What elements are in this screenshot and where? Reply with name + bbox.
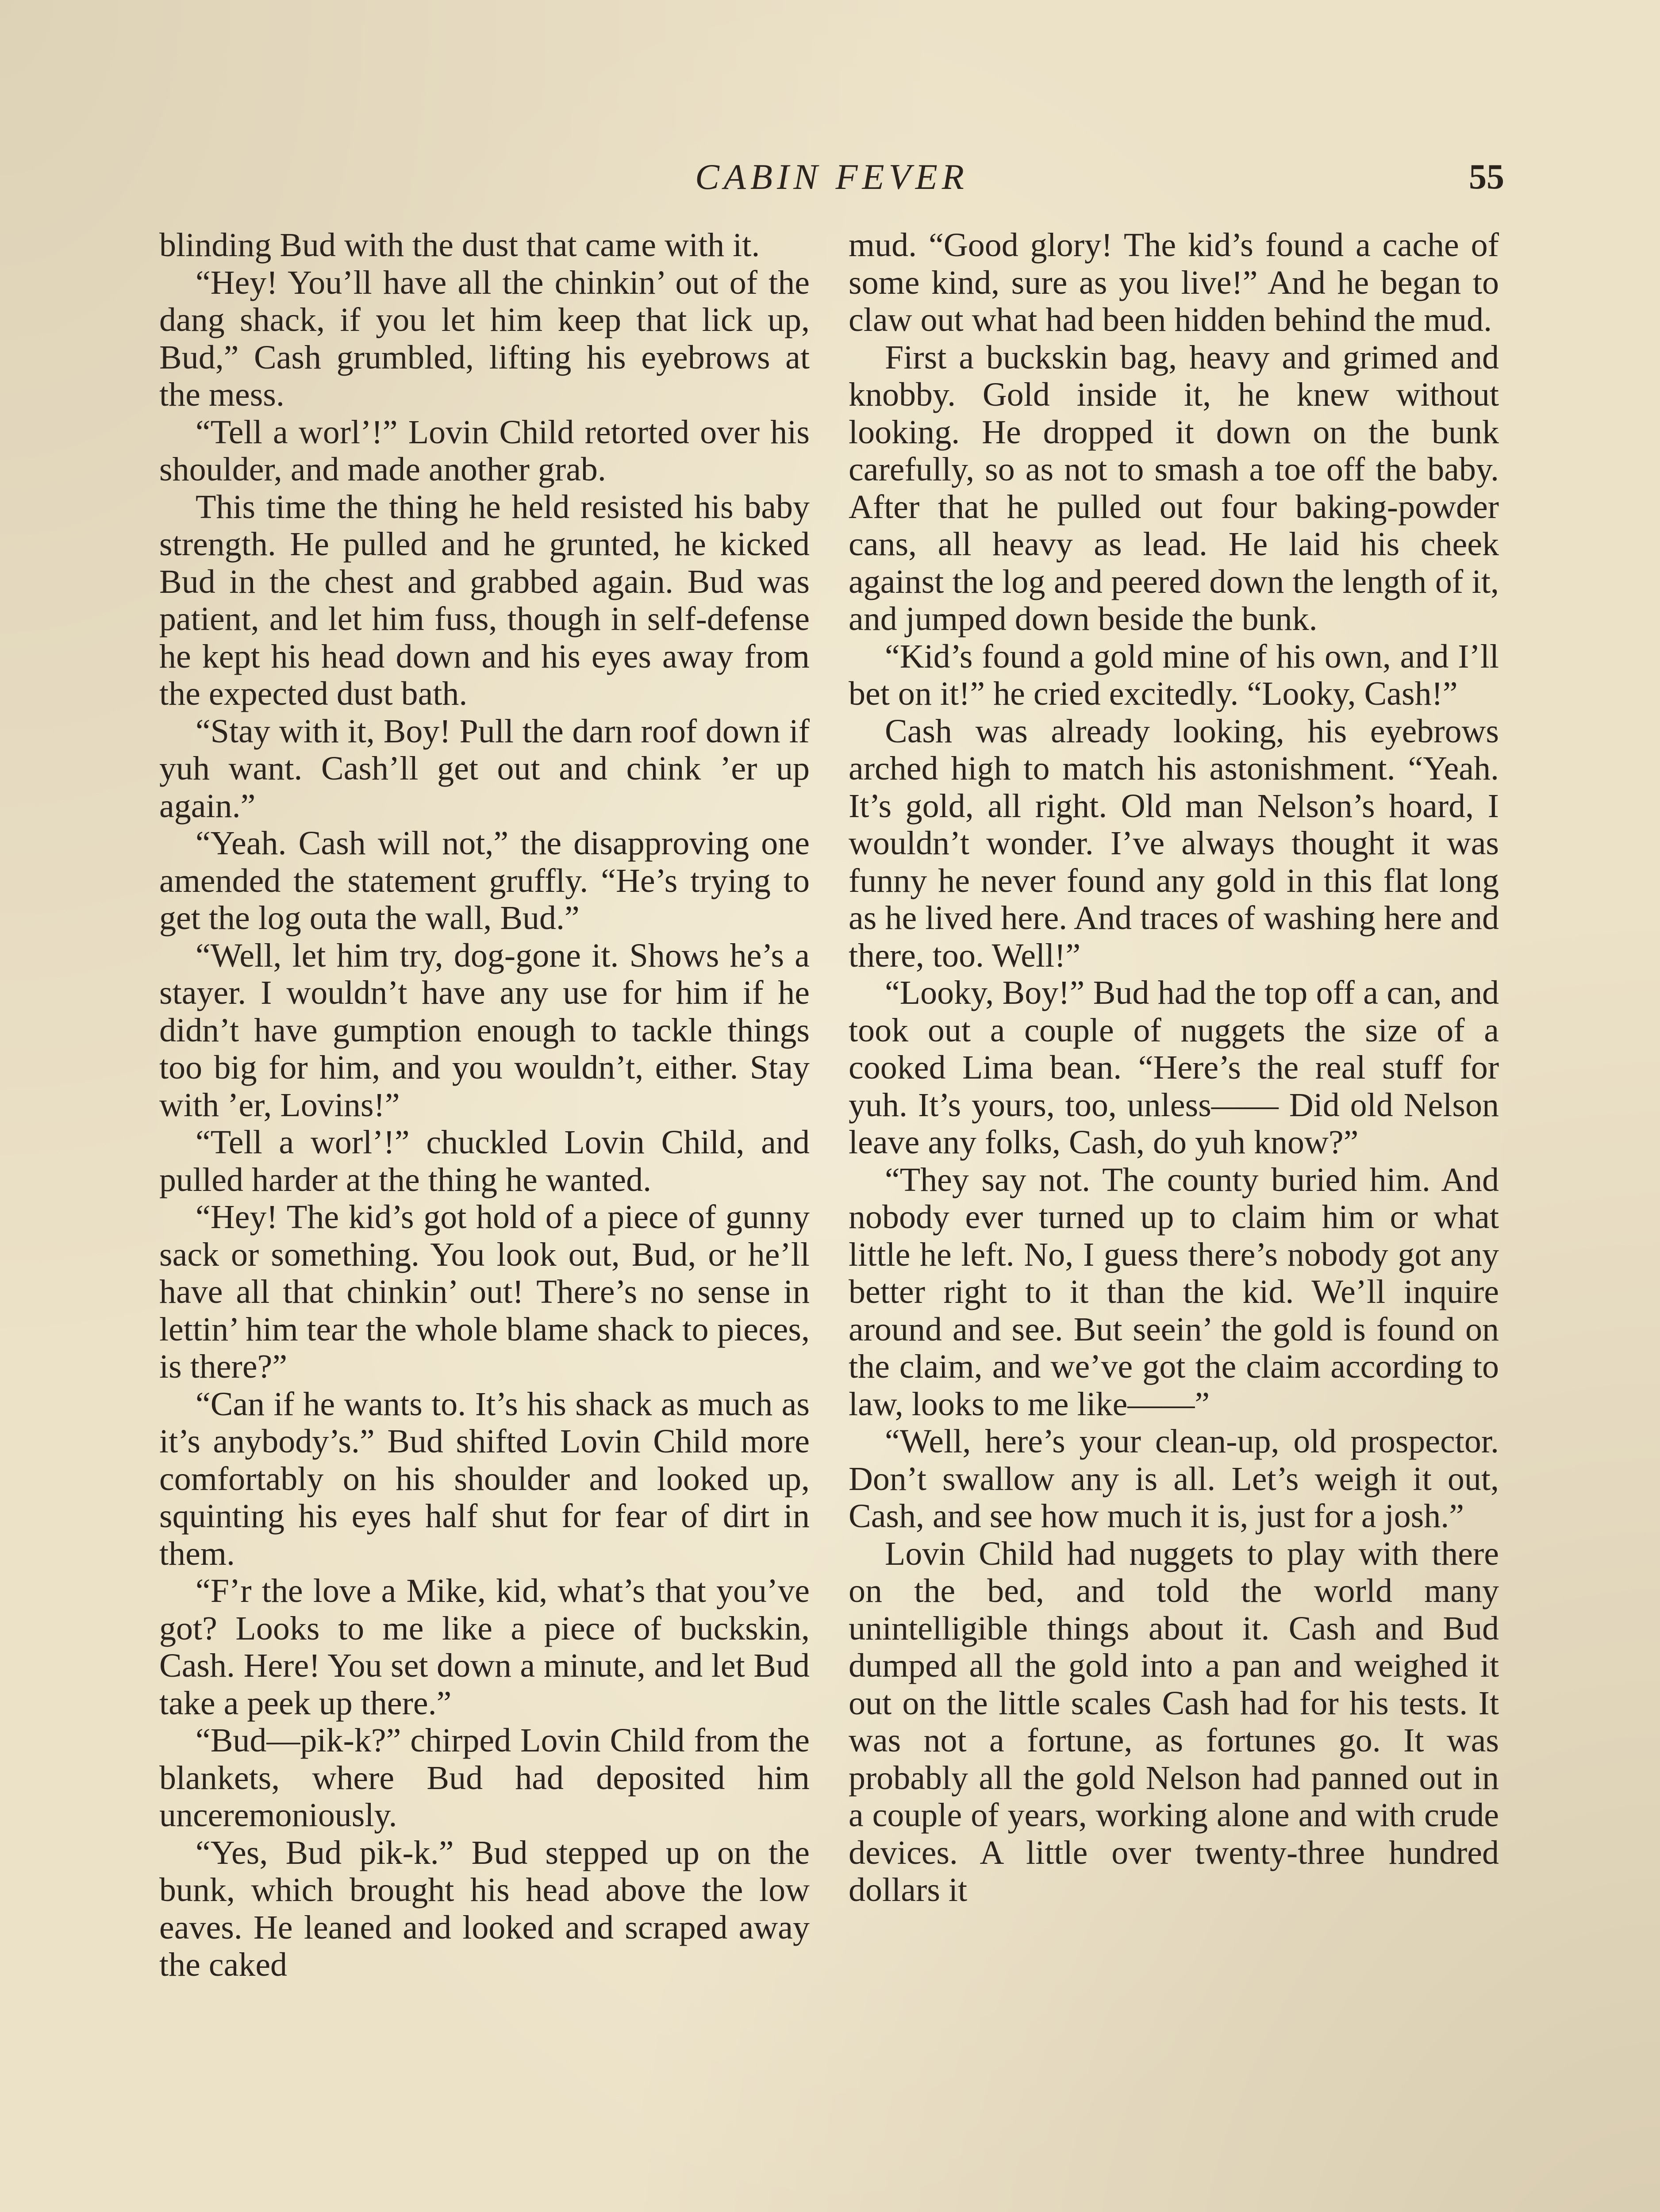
paragraph: “Yeah. Cash will not,” the disapproving one amended the statement gruffly. “He’s trying to get the log outa the wall, Bud.” (159, 825, 810, 937)
paragraph: “Yes, Bud pik-k.” Bud stepped up on the bunk, which brought his head above the low eaves. He leaned and looked and scraped away the caked (159, 1834, 810, 1983)
page-number: 55 (1469, 157, 1504, 196)
paragraph: “Kid’s found a gold mine of his own, and I’ll bet on it!” he cried excitedly. “Looky, Cash!” (849, 637, 1499, 712)
running-title: CABIN FEVER (695, 157, 968, 197)
paragraph: First a buckskin bag, heavy and grimed and knobby. Gold inside it, he knew without looking. He dropped it down on the bunk carefully, so as not to smash a toe off the baby. After that he pulled out four baking-powder cans, all heavy as lead. He laid his cheek against the log and peered down the length of it, and jumped down beside the bunk. (849, 338, 1499, 637)
paragraph: “F’r the love a Mike, kid, what’s that you’ve got? Looks to me like a piece of buckskin, Cash. Here! You set down a minute, and let Bud take a peek up there.” (159, 1572, 810, 1722)
paragraph: Cash was already looking, his eyebrows arched high to match his astonishment. “Yeah. It’s gold, all right. Old man Nelson’s hoard, I wouldn’t wonder. I’ve always thought it was funny he never found any gold in this flat long as he lived here. And traces of washing here and there, too. Well!” (849, 712, 1499, 974)
paragraph: This time the thing he held resisted his baby strength. He pulled and he grunted, he kicked Bud in the chest and grabbed again. Bud was patient, and let him fuss, though in self-defense he kept his head down and his eyes away from the expected dust bath. (159, 488, 810, 712)
paragraph: “They say not. The county buried him. And nobody ever turned up to claim him or what little he left. No, I guess there’s nobody got any better right to it than the kid. We’ll inquire around and see. But seein’ the gold is found on the claim, and we’ve got the claim according to law, looks to me like——” (849, 1161, 1499, 1423)
left-column (159, 227, 810, 1984)
paragraph: “Tell a worl’!” chuckled Lovin Child, and pulled harder at the thing he wanted. (159, 1124, 810, 1198)
paragraph: blinding Bud with the dust that came with it. (159, 227, 760, 264)
paragraph: “Well, here’s your clean-up, old prospector. Don’t swallow any is all. Let’s weigh it out, Cash, and see how much it is, just for a josh.” (849, 1423, 1499, 1535)
paragraph: “Tell a worl’!” Lovin Child retorted over his shoulder, and made another grab. (159, 413, 810, 488)
paragraph: “Can if he wants to. It’s his shack as much as it’s anybody’s.” Bud shifted Lovin Child more comfortably on his shoulder and looked up, squinting his eyes half shut for fear of dirt in them. (159, 1385, 810, 1572)
paragraph: “Hey! The kid’s got hold of a piece of gunny sack or something. You look out, Bud, or he’ll have all that chinkin’ out! There’s no sense in lettin’ him tear the whole blame shack to pieces, is there?” (159, 1198, 810, 1385)
right-column (849, 227, 1499, 1909)
paragraph: “Well, let him try, dog-gone it. Shows he’s a stayer. I wouldn’t have any use for him if he didn’t have gumption enough to tackle things too big for him, and you wouldn’t, either. Stay with ’er, Lovins!” (159, 937, 810, 1124)
paragraph: Lovin Child had nuggets to play with there on the bed, and told the world many unintelligible things about it. Cash and Bud dumped all the gold into a pan and weighed it out on the little scales Cash had for his tests. It was not a fortune, as fortunes go. It was probably all the gold Nelson had panned out in a couple of years, working alone and with crude devices. A little over twenty-three hundred dollars it (849, 1535, 1499, 1909)
paragraph: “Bud—pik-k?” chirped Lovin Child from the blankets, where Bud had deposited him unceremoniously. (159, 1722, 810, 1834)
paragraph: “Stay with it, Boy! Pull the darn roof down if yuh want. Cash’ll get out and chink ’er up again.” (159, 712, 810, 825)
paragraph: “Looky, Boy!” Bud had the top off a can, and took out a couple of nuggets the size of a cooked Lima bean. “Here’s the real stuff for yuh. It’s yours, too, unless—— Did old Nelson leave any folks, Cash, do yuh know?” (849, 974, 1499, 1161)
paragraph: mud. “Good glory! The kid’s found a cache of some kind, sure as you live!” And he began to claw out what had been hidden behind the mud. (849, 227, 1499, 338)
page-header (159, 153, 1504, 201)
paragraph: “Hey! You’ll have all the chinkin’ out of the dang shack, if you let him keep that lick up, Bud,” Cash grumbled, lifting his eyebrows at the mess. (159, 264, 810, 413)
